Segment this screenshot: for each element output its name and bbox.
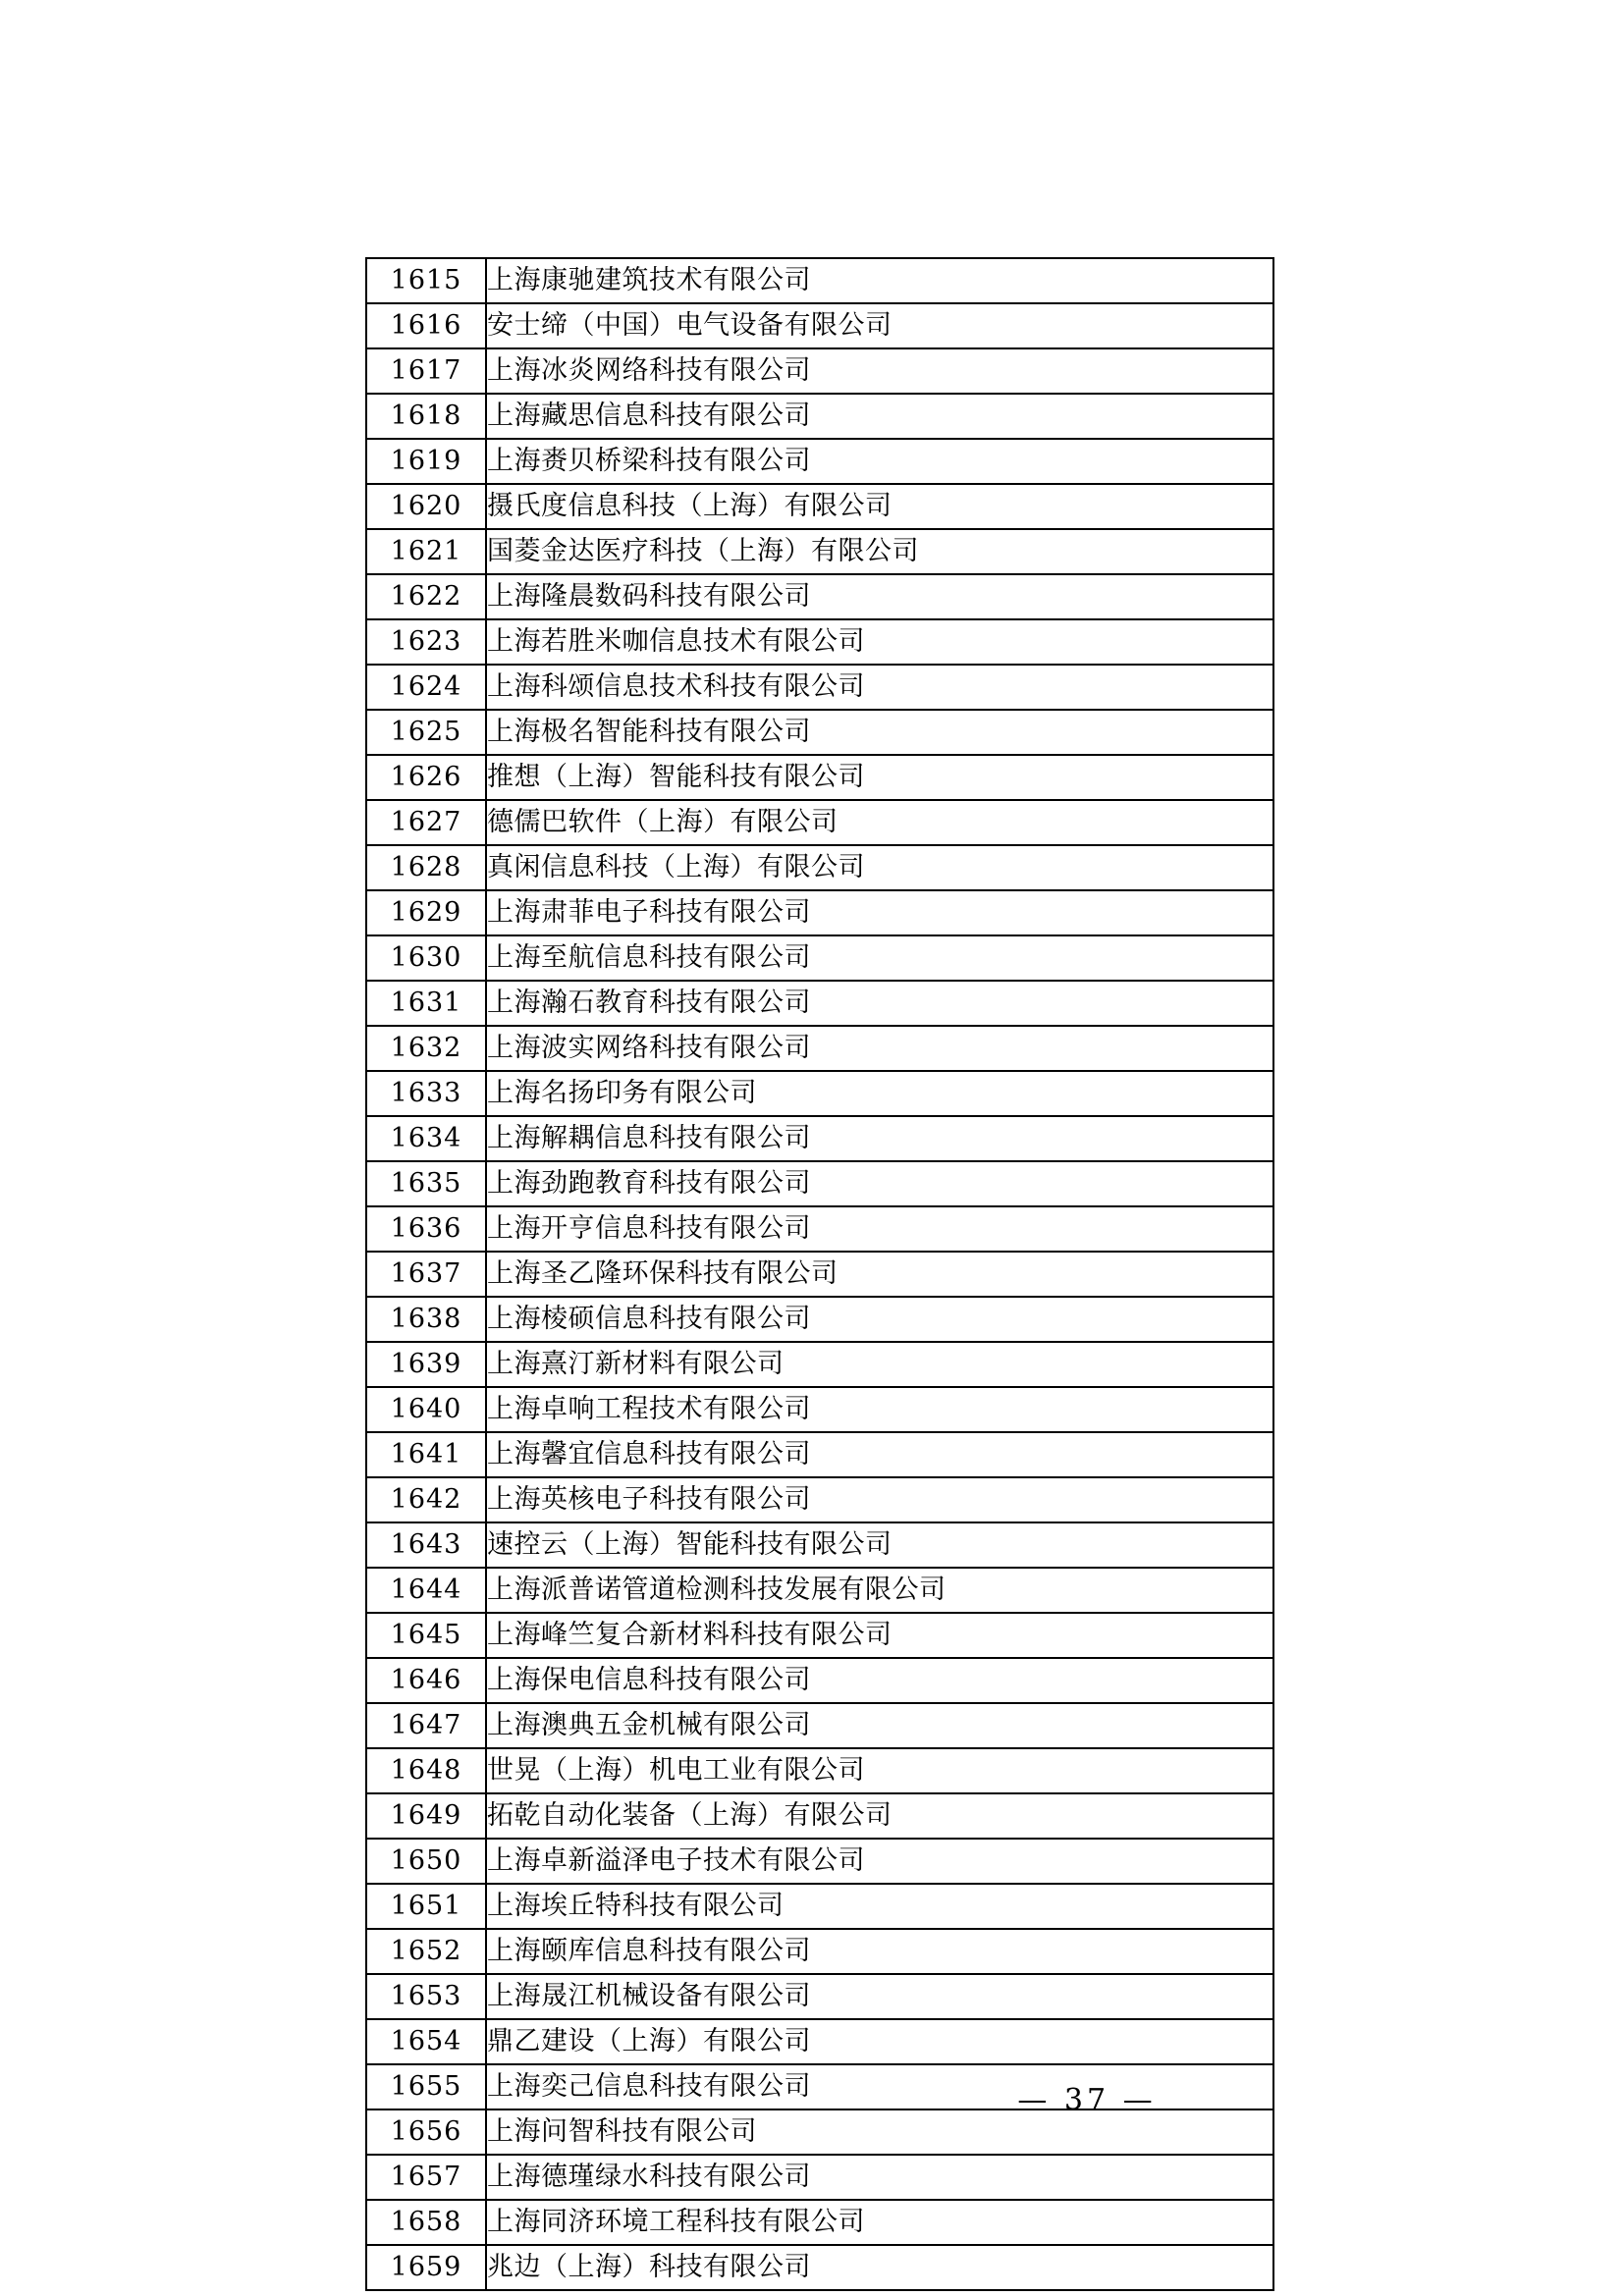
row-enterprise-name: 上海隆晨数码科技有限公司 — [486, 574, 1273, 619]
row-sequence-number: 1654 — [366, 2019, 486, 2064]
row-sequence-number: 1627 — [366, 800, 486, 845]
row-enterprise-name: 上海保电信息科技有限公司 — [486, 1658, 1273, 1703]
row-enterprise-name: 德儒巴软件（上海）有限公司 — [486, 800, 1273, 845]
row-enterprise-name: 上海晟江机械设备有限公司 — [486, 1974, 1273, 2019]
row-sequence-number: 1656 — [366, 2109, 486, 2155]
table-row — [366, 1297, 1273, 1342]
table-row — [366, 1252, 1273, 1297]
row-enterprise-name: 上海肃菲电子科技有限公司 — [486, 890, 1273, 935]
row-sequence-number: 1643 — [366, 1522, 486, 1568]
row-enterprise-name: 上海藏思信息科技有限公司 — [486, 394, 1273, 439]
table-row — [366, 394, 1273, 439]
row-sequence-number: 1638 — [366, 1297, 486, 1342]
table-row — [366, 710, 1273, 755]
row-sequence-number: 1644 — [366, 1568, 486, 1613]
row-enterprise-name: 上海棱硕信息科技有限公司 — [486, 1297, 1273, 1342]
row-sequence-number: 1650 — [366, 1839, 486, 1884]
row-sequence-number: 1632 — [366, 1026, 486, 1071]
table-row — [366, 1613, 1273, 1658]
page-footer — [0, 2083, 1624, 2117]
row-sequence-number: 1649 — [366, 1793, 486, 1839]
row-sequence-number: 1634 — [366, 1116, 486, 1161]
row-sequence-number: 1629 — [366, 890, 486, 935]
table-row — [366, 1703, 1273, 1748]
row-enterprise-name: 国菱金达医疗科技（上海）有限公司 — [486, 529, 1273, 574]
table-row — [366, 1658, 1273, 1703]
table-row — [366, 2245, 1273, 2290]
row-enterprise-name: 上海峰竺复合新材料科技有限公司 — [486, 1613, 1273, 1658]
row-enterprise-name: 上海瀚石教育科技有限公司 — [486, 981, 1273, 1026]
table-row — [366, 935, 1273, 981]
row-enterprise-name: 上海澳典五金机械有限公司 — [486, 1703, 1273, 1748]
row-sequence-number: 1624 — [366, 665, 486, 710]
table-row — [366, 1477, 1273, 1522]
table-row — [366, 1839, 1273, 1884]
enterprise-listing-table — [365, 257, 1274, 2291]
table-row — [366, 2155, 1273, 2200]
table-row — [366, 439, 1273, 484]
row-enterprise-name: 上海德瑾绿水科技有限公司 — [486, 2155, 1273, 2200]
row-enterprise-name: 上海奕己信息科技有限公司 — [486, 2064, 1273, 2109]
row-enterprise-name: 上海馨宜信息科技有限公司 — [486, 1432, 1273, 1477]
table-row — [366, 529, 1273, 574]
table-row — [366, 755, 1273, 800]
table-row — [366, 1206, 1273, 1252]
row-enterprise-name: 上海极名智能科技有限公司 — [486, 710, 1273, 755]
table-row — [366, 574, 1273, 619]
row-enterprise-name: 拓乾自动化装备（上海）有限公司 — [486, 1793, 1273, 1839]
row-sequence-number: 1645 — [366, 1613, 486, 1658]
row-sequence-number: 1639 — [366, 1342, 486, 1387]
row-enterprise-name: 上海若胜米咖信息技术有限公司 — [486, 619, 1273, 665]
table-row — [366, 303, 1273, 348]
table-row — [366, 665, 1273, 710]
table-row — [366, 1387, 1273, 1432]
table-row — [366, 1793, 1273, 1839]
table-row — [366, 845, 1273, 890]
table-row — [366, 484, 1273, 529]
row-sequence-number: 1615 — [366, 258, 486, 303]
row-sequence-number: 1635 — [366, 1161, 486, 1206]
row-sequence-number: 1621 — [366, 529, 486, 574]
row-enterprise-name: 摄氏度信息科技（上海）有限公司 — [486, 484, 1273, 529]
table-row — [366, 1342, 1273, 1387]
table-row — [366, 890, 1273, 935]
row-enterprise-name: 上海问智科技有限公司 — [486, 2109, 1273, 2155]
row-sequence-number: 1628 — [366, 845, 486, 890]
row-sequence-number: 1619 — [366, 439, 486, 484]
row-enterprise-name: 上海波实网络科技有限公司 — [486, 1026, 1273, 1071]
row-enterprise-name: 推想（上海）智能科技有限公司 — [486, 755, 1273, 800]
row-sequence-number: 1659 — [366, 2245, 486, 2290]
row-enterprise-name: 上海名扬印务有限公司 — [486, 1071, 1273, 1116]
row-enterprise-name: 上海冰炎网络科技有限公司 — [486, 348, 1273, 394]
table-row — [366, 1568, 1273, 1613]
row-sequence-number: 1647 — [366, 1703, 486, 1748]
row-sequence-number: 1616 — [366, 303, 486, 348]
row-enterprise-name: 速控云（上海）智能科技有限公司 — [486, 1522, 1273, 1568]
row-enterprise-name: 上海熹汀新材料有限公司 — [486, 1342, 1273, 1387]
table-row — [366, 1884, 1273, 1929]
row-sequence-number: 1641 — [366, 1432, 486, 1477]
row-enterprise-name: 上海埃丘特科技有限公司 — [486, 1884, 1273, 1929]
table-row — [366, 1026, 1273, 1071]
table-row — [366, 1748, 1273, 1793]
row-sequence-number: 1633 — [366, 1071, 486, 1116]
row-sequence-number: 1630 — [366, 935, 486, 981]
row-enterprise-name: 上海颐库信息科技有限公司 — [486, 1929, 1273, 1974]
row-sequence-number: 1623 — [366, 619, 486, 665]
row-sequence-number: 1655 — [366, 2064, 486, 2109]
page-number: — 37 — — [1017, 2083, 1157, 2117]
row-sequence-number: 1620 — [366, 484, 486, 529]
row-sequence-number: 1631 — [366, 981, 486, 1026]
table-body — [366, 258, 1273, 2290]
table-row — [366, 981, 1273, 1026]
row-sequence-number: 1636 — [366, 1206, 486, 1252]
row-sequence-number: 1657 — [366, 2155, 486, 2200]
row-enterprise-name: 上海赉贝桥梁科技有限公司 — [486, 439, 1273, 484]
row-enterprise-name: 兆边（上海）科技有限公司 — [486, 2245, 1273, 2290]
row-sequence-number: 1622 — [366, 574, 486, 619]
row-enterprise-name: 上海至航信息科技有限公司 — [486, 935, 1273, 981]
row-sequence-number: 1637 — [366, 1252, 486, 1297]
row-enterprise-name: 上海卓响工程技术有限公司 — [486, 1387, 1273, 1432]
row-sequence-number: 1648 — [366, 1748, 486, 1793]
row-enterprise-name: 上海同济环境工程科技有限公司 — [486, 2200, 1273, 2245]
table-row — [366, 619, 1273, 665]
row-sequence-number: 1651 — [366, 1884, 486, 1929]
row-enterprise-name: 上海劲跑教育科技有限公司 — [486, 1161, 1273, 1206]
row-enterprise-name: 鼎乙建设（上海）有限公司 — [486, 2019, 1273, 2064]
row-enterprise-name: 安士缔（中国）电气设备有限公司 — [486, 303, 1273, 348]
row-enterprise-name: 上海康驰建筑技术有限公司 — [486, 258, 1273, 303]
row-sequence-number: 1653 — [366, 1974, 486, 2019]
row-sequence-number: 1646 — [366, 1658, 486, 1703]
table-row — [366, 1116, 1273, 1161]
row-enterprise-name: 真闲信息科技（上海）有限公司 — [486, 845, 1273, 890]
row-enterprise-name: 上海圣乙隆环保科技有限公司 — [486, 1252, 1273, 1297]
table-row — [366, 2019, 1273, 2064]
row-enterprise-name: 上海卓新溢泽电子技术有限公司 — [486, 1839, 1273, 1884]
row-sequence-number: 1642 — [366, 1477, 486, 1522]
row-sequence-number: 1626 — [366, 755, 486, 800]
table-row — [366, 800, 1273, 845]
row-sequence-number: 1640 — [366, 1387, 486, 1432]
row-enterprise-name: 上海英核电子科技有限公司 — [486, 1477, 1273, 1522]
row-sequence-number: 1658 — [366, 2200, 486, 2245]
row-enterprise-name: 上海派普诺管道检测科技发展有限公司 — [486, 1568, 1273, 1613]
row-sequence-number: 1618 — [366, 394, 486, 439]
row-sequence-number: 1652 — [366, 1929, 486, 1974]
table-row — [366, 1522, 1273, 1568]
row-sequence-number: 1625 — [366, 710, 486, 755]
table-row — [366, 1432, 1273, 1477]
enterprise-listing-table-wrapper — [365, 257, 1269, 2291]
table-row — [366, 348, 1273, 394]
table-row — [366, 1974, 1273, 2019]
table-row — [366, 2200, 1273, 2245]
row-enterprise-name: 世晃（上海）机电工业有限公司 — [486, 1748, 1273, 1793]
table-row — [366, 1929, 1273, 1974]
row-enterprise-name: 上海开亨信息科技有限公司 — [486, 1206, 1273, 1252]
row-enterprise-name: 上海科颂信息技术科技有限公司 — [486, 665, 1273, 710]
table-row — [366, 1071, 1273, 1116]
table-row — [366, 258, 1273, 303]
row-enterprise-name: 上海解耦信息科技有限公司 — [486, 1116, 1273, 1161]
table-row — [366, 1161, 1273, 1206]
row-sequence-number: 1617 — [366, 348, 486, 394]
